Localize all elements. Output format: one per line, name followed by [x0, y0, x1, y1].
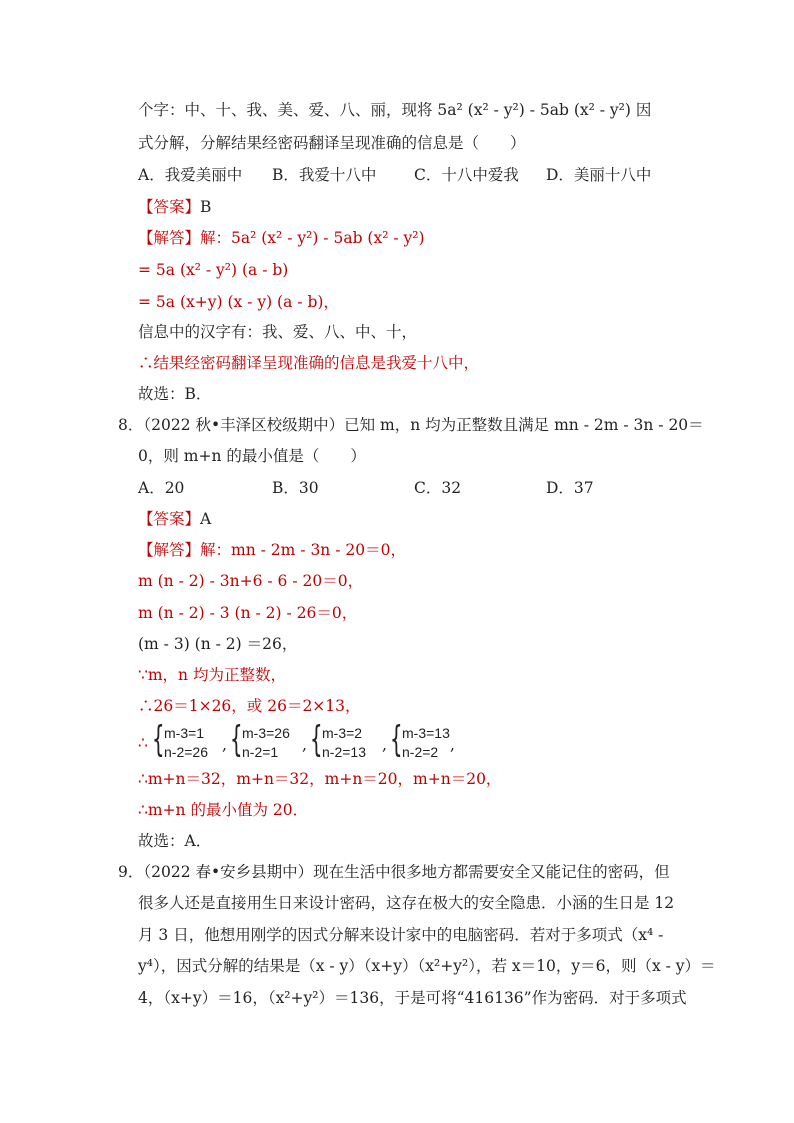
equation-system: [310, 719, 390, 762]
left-brace: {: [310, 719, 323, 760]
solution-label: 【解答】: [138, 229, 201, 247]
q8-solution-line-5: ∵m，n 均为正整数，: [138, 666, 286, 684]
q9-stem-line-4: y⁴），因式分解的结果是（x - y）（x+y）（x²+y²），若 x＝10，y＝6，则（x - y）＝: [138, 957, 716, 975]
q9-stem-line-1: 9．（2022 春•安乡县期中）现在生活中很多地方都需要安全又能记住的密码，但: [118, 863, 670, 881]
equation: n-2=1: [242, 744, 279, 760]
answer-value: A: [200, 510, 212, 528]
q8-solution-line-4: (m - 3) (n - 2) ＝26，: [138, 635, 298, 653]
q7-solution-line-5: ∴结果经密码翻译呈现准确的信息是我爱十八中，: [138, 354, 480, 372]
equation-system: [390, 719, 470, 762]
q8-option-b: B．30: [272, 479, 319, 497]
q8-stem-line-2: 0，则 m+n 的最小值是（ ）: [138, 447, 366, 465]
q7-solution-line-3: = 5a (x+y) (x - y) (a - b)，: [138, 293, 339, 311]
q9-stem-line-5: 4，（x+y）＝16，（x²+y²）＝136，于是可将“416136”作为密码．对于多项式: [138, 989, 687, 1007]
q7-answer: [138, 197, 211, 217]
equation: m-3=26: [242, 725, 290, 741]
comma: ,: [302, 736, 307, 754]
q8-option-c: C．32: [414, 479, 462, 497]
q7-solution-line-4: 信息中的汉字有：我、爱、八、中、十，: [138, 323, 418, 341]
q7-option-b: B．我爱十八中: [272, 166, 377, 184]
left-brace: {: [230, 719, 243, 760]
q8-solution-line-2: m (n - 2) - 3n+6 - 6 - 20＝0，: [138, 572, 364, 590]
comma: ,: [382, 736, 387, 754]
solution-label: 【解答】: [138, 541, 201, 559]
therefore-symbol: ∴: [138, 734, 148, 752]
answer-value: B: [200, 198, 212, 216]
equation: n-2=2: [402, 744, 439, 760]
equation: m-3=1: [164, 725, 205, 741]
q8-solution-line-7: ∴m+n＝32，m+n＝32，m+n＝20，m+n＝20，: [138, 770, 502, 788]
comma: ,: [450, 736, 455, 754]
q9-stem-line-3: 月 3 日，他想用刚学的因式分解来设计家中的电脑密码．若对于多项式（x⁴ -: [138, 926, 664, 944]
equation: n-2=26: [164, 744, 208, 760]
q8-stem-line-1: 8．（2022 秋•丰泽区校级期中）已知 m，n 均为正整数且满足 mn - 2m - 3n - 20＝: [118, 416, 704, 434]
q7-solution-line-6: 故选：B．: [138, 385, 212, 403]
left-brace: {: [152, 719, 165, 760]
q8-solution-line-3: m (n - 2) - 3 (n - 2) - 26＝0，: [138, 604, 358, 622]
q8-solution-line-1: [138, 540, 406, 560]
answer-label: 【答案】: [138, 510, 201, 528]
equation: n-2=13: [322, 744, 366, 760]
q7-stem-line-1: 个字：中、十、我、美、爱、八、丽，现将 5a² (x² - y²) - 5ab (x² - y²) 因: [138, 101, 652, 119]
q7-option-a: A．我爱美丽中: [138, 166, 243, 184]
q8-answer: [138, 509, 211, 529]
q8-solution-line-8: ∴m+n 的最小值为 20．: [138, 801, 309, 819]
equation-system: [152, 719, 232, 762]
q7-solution-line-1: [138, 228, 425, 248]
answer-label: 【答案】: [138, 198, 201, 216]
equation: m-3=2: [322, 725, 363, 741]
solution-text: 解：5a² (x² - y²) - 5ab (x² - y²): [200, 229, 425, 247]
q7-solution-line-2: = 5a (x² - y²) (a - b): [138, 261, 289, 279]
q8-solution-line-9: 故选：A．: [138, 832, 212, 850]
q7-option-d: D．美丽十八中: [546, 166, 652, 184]
equation-system: [230, 719, 310, 762]
q9-stem-line-2: 很多人还是直接用生日来设计密码，这存在极大的安全隐患．小涵的生日是 12: [138, 894, 675, 912]
q8-option-a: A．20: [138, 479, 185, 497]
q8-equation-systems: [138, 719, 558, 764]
q7-option-c: C．十八中爱我: [414, 166, 519, 184]
q8-option-d: D．37: [546, 479, 594, 497]
solution-text: 解：mn - 2m - 3n - 20＝0，: [200, 541, 406, 559]
equation: m-3=13: [402, 725, 450, 741]
q7-stem-line-2: 式分解，分解结果经密码翻译呈现准确的信息是（ ）: [138, 134, 526, 152]
q8-solution-line-6: ∴26＝1×26，或 26＝2×13，: [138, 697, 361, 715]
left-brace: {: [390, 719, 403, 760]
comma: ,: [222, 736, 227, 754]
